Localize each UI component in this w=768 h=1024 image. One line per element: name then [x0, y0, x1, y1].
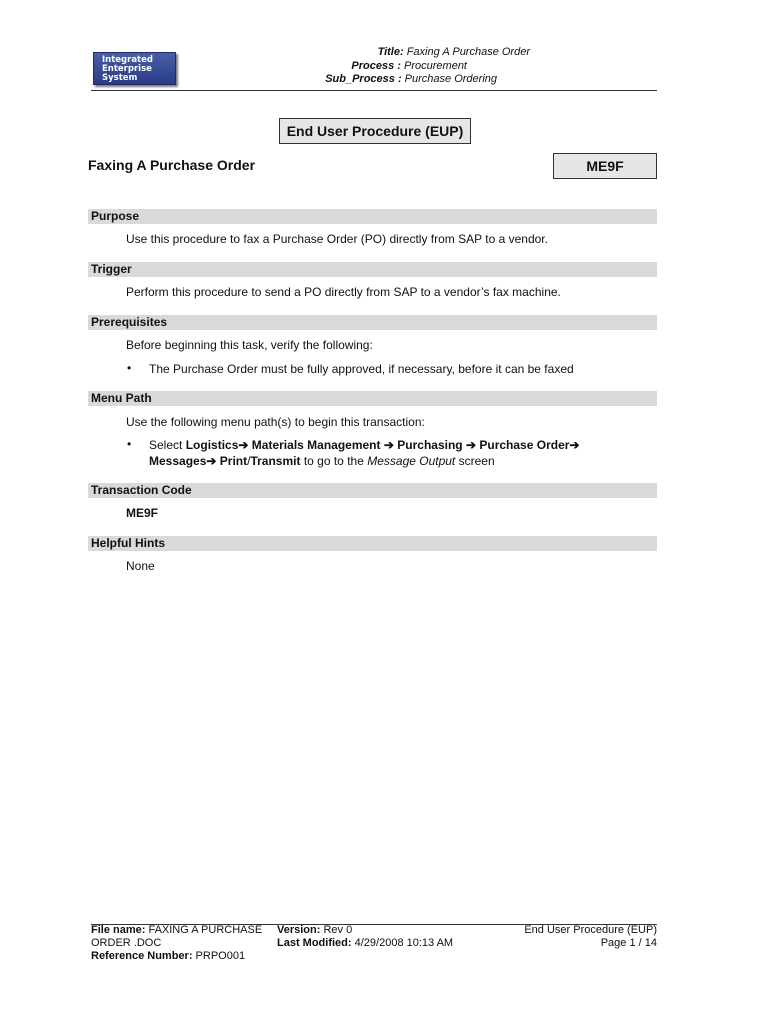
section-heading-purpose: Purpose [88, 209, 657, 224]
footer-file-name-cont: ORDER .DOC [91, 937, 162, 949]
footer-reference [91, 950, 245, 963]
footer-modified-label: Last Modified: [277, 937, 352, 949]
arrow-icon: ➔ [465, 438, 477, 452]
footer-last-modified [277, 937, 453, 950]
bullet-dot: • [127, 437, 132, 451]
footer-modified-value: 4/29/2008 10:13 AM [354, 937, 454, 949]
trigger-text: Perform this procedure to send a PO directly from SAP to a vendor’s fax machine. [126, 285, 561, 299]
footer-ref-label: Reference Number: [91, 950, 193, 962]
footer-file-value-1: FAXING A PURCHASE [148, 924, 263, 936]
purpose-text: Use this procedure to fax a Purchase Order (PO) directly from SAP to a vendor. [126, 232, 548, 246]
header-divider [91, 90, 657, 91]
menu-path-line-2 [149, 453, 495, 469]
footer-ref-value: PRPO001 [195, 950, 246, 962]
menu-item-print: Print [219, 454, 248, 468]
transaction-code-value: ME9F [126, 506, 159, 520]
menu-item-messages: Messages [149, 454, 207, 468]
menu-path-intro: Use the following menu path(s) to begin this transaction: [126, 415, 425, 429]
menu-path-select-word: Select [149, 438, 183, 452]
prerequisites-bullet: The Purchase Order must be fully approved, if necessary, before it can be faxed [149, 362, 574, 376]
document-title: Faxing A Purchase Order [88, 157, 256, 173]
header-process-label: Process : [351, 60, 401, 72]
header-title-line [378, 46, 530, 58]
section-heading-helpful-hints: Helpful Hints [88, 536, 657, 551]
helpful-hints-text: None [126, 559, 155, 573]
menu-item-materials-management: Materials Management [251, 438, 381, 452]
logo-line-3: System [102, 73, 138, 83]
bullet-dot: • [127, 361, 132, 375]
header-process-line [351, 60, 467, 72]
arrow-icon: ➔ [238, 438, 249, 452]
footer-file-label: File name: [91, 924, 146, 936]
header-title-label: Title: [377, 46, 404, 58]
eup-heading-box: End User Procedure (EUP) [279, 118, 471, 144]
header-subprocess-value: Purchase Ordering [404, 73, 497, 85]
footer-version [277, 924, 352, 937]
section-heading-prerequisites: Prerequisites [88, 315, 657, 330]
menu-path-line-1 [149, 437, 579, 453]
menu-path-screen-name: Message Output [367, 454, 456, 468]
menu-item-purchasing: Purchasing [397, 438, 463, 452]
header-subprocess-line [325, 73, 497, 85]
arrow-icon: ➔ [383, 438, 394, 452]
transaction-code-box: ME9F [553, 153, 657, 179]
section-heading-menu-path: Menu Path [88, 391, 657, 406]
header-process-value: Procurement [404, 60, 467, 72]
prerequisites-intro: Before beginning this task, verify the following: [126, 338, 373, 352]
footer-version-label: Version: [277, 924, 321, 936]
company-logo [93, 52, 176, 85]
header-title-value: Faxing A Purchase Order [406, 46, 530, 58]
section-heading-transaction-code: Transaction Code [88, 483, 657, 498]
menu-item-purchase-order: Purchase Order [479, 438, 570, 452]
header-subprocess-label: Sub_Process : [325, 73, 402, 85]
footer-doc-type: End User Procedure (EUP) [524, 924, 657, 936]
footer-version-value: Rev 0 [323, 924, 353, 936]
menu-item-transmit: Transmit [250, 454, 301, 468]
section-heading-trigger: Trigger [88, 262, 657, 277]
logo-line-2: Enterprise [102, 64, 152, 74]
logo-line-1: Integrated [102, 55, 153, 65]
arrow-icon: ➔ [206, 454, 217, 468]
footer-file-name [91, 924, 262, 937]
menu-item-logistics: Logistics [185, 438, 239, 452]
footer-page-number: Page 1 / 14 [600, 937, 657, 949]
menu-path-suffix: to go to the [303, 454, 364, 468]
menu-path-screen-word: screen [458, 454, 495, 468]
arrow-icon: ➔ [569, 438, 580, 452]
menu-path-slash: / [247, 454, 251, 468]
